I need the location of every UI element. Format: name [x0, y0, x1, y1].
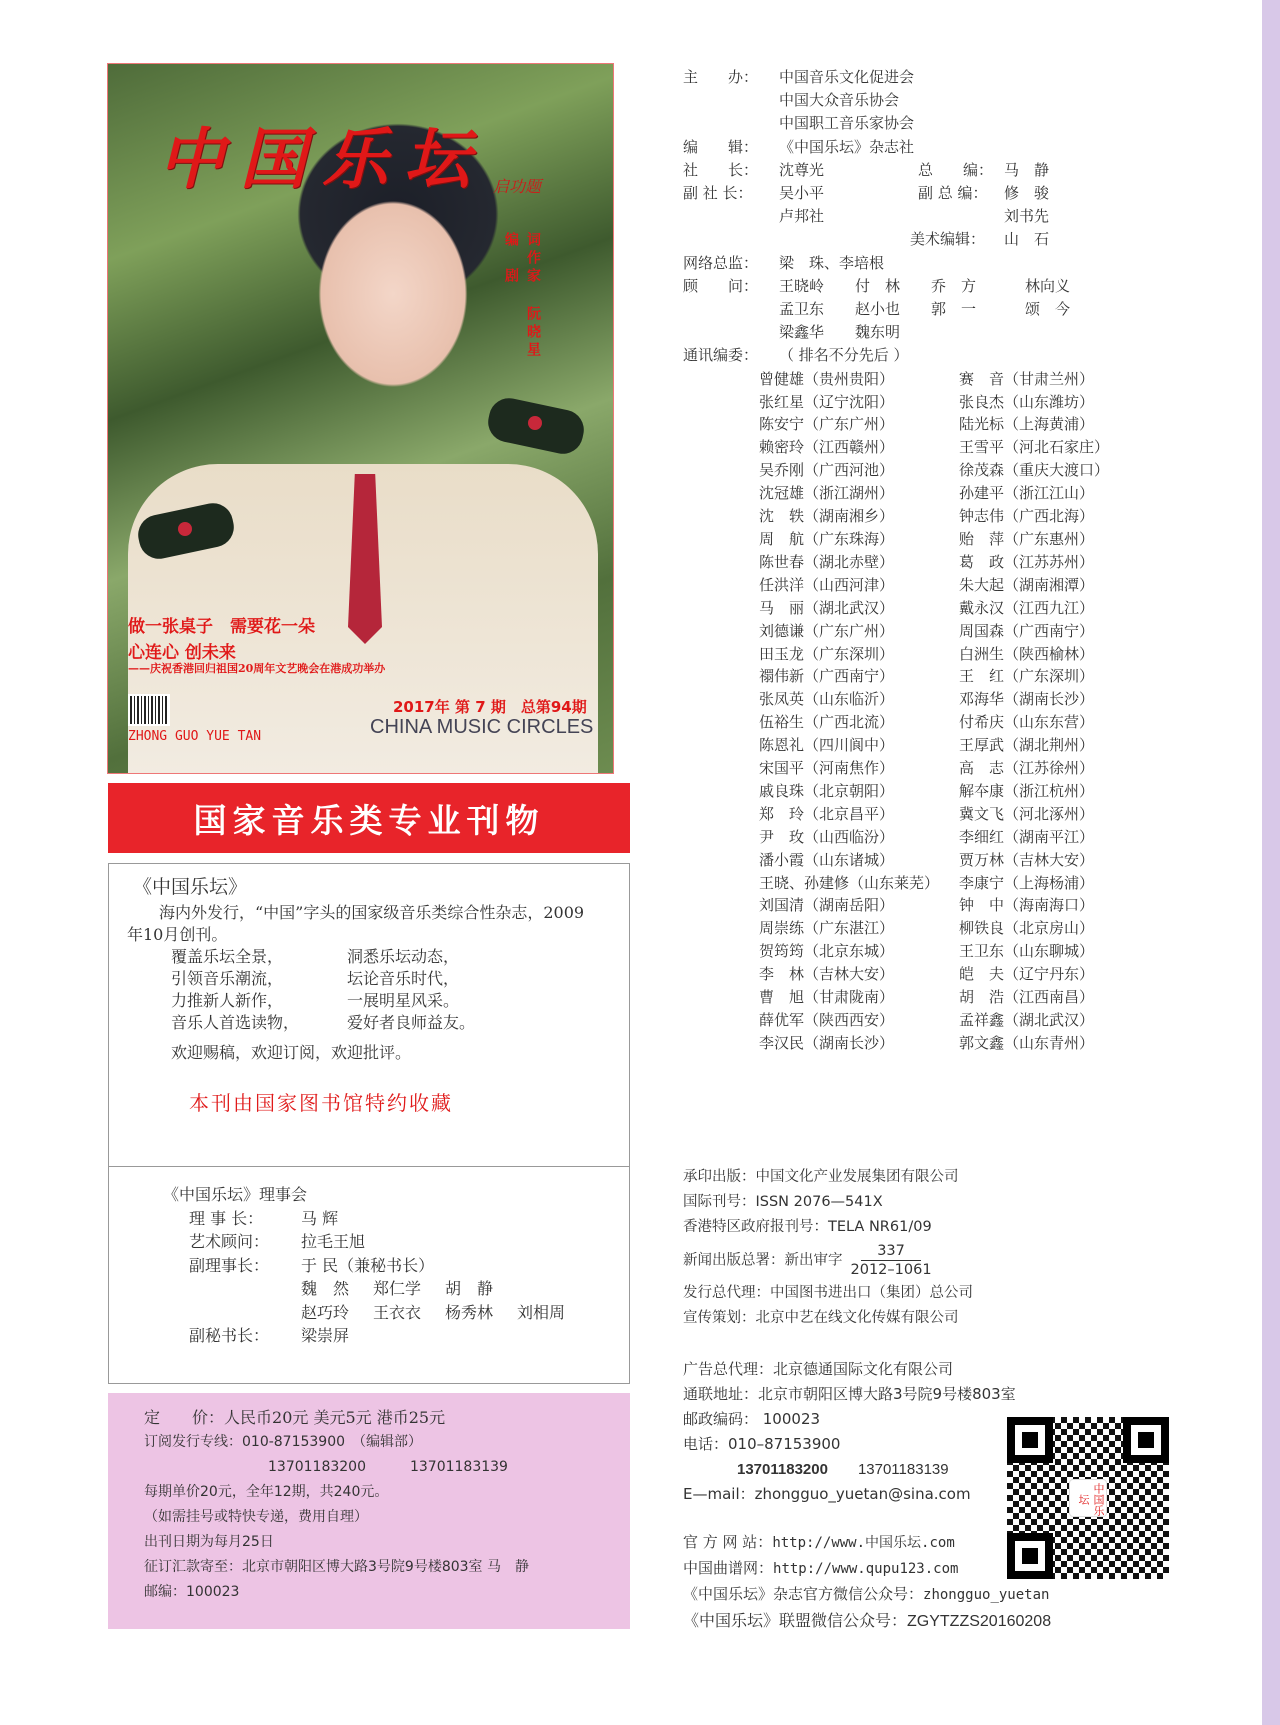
intro-couplets — [171, 946, 629, 1034]
masthead-label: 顾 问： — [683, 276, 759, 295]
address: 通联地址：北京市朝阳区博大路3号院9号楼803室 — [683, 1385, 1016, 1403]
magazine-cover — [107, 63, 614, 774]
correspondent-entry: 张红星（辽宁沈阳） — [759, 392, 895, 411]
cover-headline-1: 做一张桌子 需要花一朵 — [128, 617, 315, 637]
correspondents-list — [759, 368, 1109, 1055]
postcode: 邮政编码： 100023 — [683, 1410, 821, 1428]
alliance-account: ZGYTZZS20160208 — [907, 1613, 1052, 1630]
cover-vertical-text-1: 词作家 — [525, 232, 541, 286]
cover-vertical-text-2: 编剧 — [503, 232, 519, 304]
correspondents-note: （ 排名不分先后 ） — [779, 346, 909, 365]
correspondent-entry: 田玉龙（广东深圳） — [759, 644, 895, 663]
vice-president: 吴小平 — [779, 184, 825, 203]
cover-title-signature: 启功题 — [493, 177, 542, 196]
council-member: 郑仁学 — [373, 1279, 422, 1298]
qr-logo: 中国乐坛 — [1069, 1479, 1107, 1517]
correspondent-entry: 禤伟新（广西南宁） — [759, 667, 895, 686]
publish-date: 出刊日期为每月25日 — [144, 1534, 274, 1550]
correspondent-entry: 孙建平（浙江江山） — [959, 484, 1095, 503]
council-deputy-secretary: 梁崇屏 — [301, 1326, 350, 1345]
correspondent-entry: 贾万林（吉林大安） — [959, 850, 1095, 869]
masthead-label: 社 长： — [683, 160, 759, 179]
correspondent-entry: 周国森（广西南宁） — [959, 621, 1095, 640]
council-label: 副理事长： — [189, 1255, 270, 1275]
mobile-number: 13701183200 — [268, 1459, 366, 1475]
vice-president: 卢邦社 — [779, 207, 825, 226]
masthead-label: 美术编辑： — [910, 230, 986, 249]
masthead-label: 网络总监： — [683, 253, 759, 272]
advisor: 林向义 — [1025, 276, 1071, 295]
cover-pinyin-title: ZHONG GUO YUE TAN — [128, 729, 262, 744]
remit-postcode: 邮编：100023 — [144, 1584, 240, 1600]
council-member: 刘相周 — [517, 1302, 566, 1322]
correspondent-entry: 王厚武（湖北荆州） — [959, 736, 1095, 755]
correspondent-entry: 曾健雄（贵州贵阳） — [759, 369, 895, 388]
correspondent-row — [759, 986, 1109, 1009]
correspondent-entry: 李康宁（上海杨浦） — [959, 873, 1095, 892]
postage-note: （如需挂号或特快专递，费用自理） — [144, 1509, 368, 1525]
couplet-line: 一展明星风采。 — [347, 991, 460, 1010]
masthead-label: 副 总 编： — [918, 184, 988, 203]
masthead-label: 主 办： — [683, 68, 759, 86]
advisor: 付 林 — [855, 276, 901, 295]
correspondent-entry: 付希庆（山东东营） — [959, 713, 1095, 732]
correspondent-entry: 沈冠雄（浙江湖州） — [759, 484, 895, 503]
correspondent-row — [759, 803, 1109, 826]
correspondent-entry: 徐茂森（重庆大渡口） — [959, 461, 1110, 480]
council-chairman: 马 辉 — [301, 1208, 339, 1228]
advisor: 郭 一 — [931, 300, 977, 319]
correspondent-entry: 曹 旭（甘肃陇南） — [759, 988, 895, 1007]
advisor: 魏东明 — [855, 323, 901, 342]
president: 沈尊光 — [779, 160, 825, 179]
cover-issue-number: 2017年 第 7 期 总第94期 — [393, 698, 587, 716]
hk-registration: 香港特区政府报刊号：TELA NR61/09 — [683, 1219, 932, 1235]
correspondent-entry: 邓海华（湖南长沙） — [959, 690, 1095, 709]
correspondent-entry: 任洪洋（山西河津） — [759, 575, 895, 594]
correspondent-entry: 钟 中（海南海口） — [959, 896, 1095, 915]
chief-editor: 马 静 — [1004, 160, 1050, 179]
correspondent-entry: 周 航（广东珠海） — [759, 529, 895, 548]
cover-vertical-text-3: 阮晓星 — [525, 306, 541, 360]
couplet-line: 洞悉乐坛动态， — [347, 947, 460, 966]
advisor: 王晓岭 — [779, 276, 825, 295]
correspondent-row — [759, 368, 1109, 391]
page-edge-strip — [1262, 0, 1280, 1725]
correspondent-entry: 郭文鑫（山东青州） — [959, 1033, 1095, 1052]
advisor: 孟卫东 — [779, 300, 825, 319]
score-site-link[interactable]: http://www.qupu123.com — [773, 1561, 959, 1577]
advisor: 颂 今 — [1025, 300, 1071, 319]
cover-badge-right — [528, 416, 542, 430]
correspondent-entry: 张良杰（山东潍坊） — [959, 392, 1095, 411]
price-value: 人民币20元 美元5元 港币25元 — [224, 1408, 446, 1427]
cover-subheadline: ——庆祝香港回归祖国20周年文艺晚会在港成功举办 — [128, 662, 386, 675]
correspondent-row — [759, 665, 1109, 688]
correspondent-entry: 李细红（湖南平江） — [959, 827, 1095, 846]
library-collection-note: 本刊由国家图书馆特约收藏 — [189, 1091, 453, 1115]
phone: 电话：010–87153900 — [683, 1435, 841, 1453]
cover-english-title: CHINA MUSIC CIRCLES — [370, 716, 594, 738]
correspondent-row — [759, 620, 1109, 643]
correspondent-entry: 李汉民（湖南长沙） — [759, 1033, 895, 1052]
correspondent-entry: 周崇练（广东湛江） — [759, 919, 895, 938]
correspondent-entry: 王卫东（山东聊城） — [959, 942, 1095, 961]
issn: 国际刊号：ISSN 2076—541X — [683, 1194, 883, 1210]
couplet-line: 坛论音乐时代， — [347, 969, 460, 988]
hotline-label: 订阅发行专线： — [144, 1434, 242, 1450]
correspondent-entry: 王 红（广东深圳） — [959, 667, 1095, 686]
site-label: 官 方 网 站： — [683, 1533, 773, 1551]
couplet-line: 音乐人首选读物， — [171, 1013, 300, 1032]
correspondent-row — [759, 574, 1109, 597]
correspondent-entry: 陈安宁（广东广州） — [759, 415, 895, 434]
deputy-chief-editor: 刘书先 — [1004, 207, 1050, 226]
art-editor: 山 石 — [1004, 230, 1050, 249]
couplet-line: 引领音乐潮流， — [171, 969, 284, 988]
gapp-denominator: 2012–1061 — [850, 1262, 932, 1278]
remit-address: 征订汇款寄至：北京市朝阳区博大路3号院9号楼803室 马 静 — [144, 1559, 529, 1575]
correspondent-entry: 沈 轶（湖南湘乡） — [759, 507, 895, 526]
council-member: 魏 然 — [301, 1279, 350, 1298]
council-member: 杨秀林 — [445, 1302, 494, 1322]
deputy-chief-editor: 修 骏 — [1004, 184, 1050, 203]
cover-headline-2: 心连心 创未来 — [128, 643, 236, 663]
intro-welcome: 欢迎赐稿，欢迎订阅，欢迎批评。 — [171, 1043, 412, 1062]
council-label: 理 事 长： — [189, 1208, 264, 1228]
correspondent-row — [759, 1009, 1109, 1032]
correspondent-entry: 孟祥鑫（湖北武汉） — [959, 1011, 1095, 1030]
council-member: 赵巧玲 — [301, 1302, 350, 1322]
correspondent-entry: 贻 萍（广东惠州） — [959, 529, 1095, 548]
correspondent-row — [759, 436, 1109, 459]
correspondent-row — [759, 894, 1109, 917]
correspondent-row — [759, 826, 1109, 849]
correspondent-entry: 王晓、孙建修（山东莱芜） — [759, 873, 940, 892]
correspondent-row — [759, 780, 1109, 803]
masthead — [683, 66, 1109, 1055]
qr-finder-center — [1138, 1432, 1154, 1448]
correspondent-row — [759, 917, 1109, 940]
correspondent-row — [759, 757, 1109, 780]
promotion: 宣传策划：北京中艺在线文化传媒有限公司 — [683, 1310, 959, 1326]
correspondent-entry: 白洲生（陕西榆林） — [959, 644, 1095, 663]
council-title: 《中国乐坛》理事会 — [163, 1185, 308, 1204]
correspondent-row — [759, 597, 1109, 620]
qr-finder-center — [1022, 1548, 1038, 1564]
wechat-account: zhongguo_yuetan — [923, 1587, 1050, 1603]
couplet-line: 爱好者良师益友。 — [347, 1013, 476, 1032]
sponsor: 中国职工音乐家协会 — [779, 114, 915, 133]
qr-finder-center — [1022, 1432, 1038, 1448]
advisor: 乔 方 — [931, 276, 977, 295]
correspondent-row — [759, 391, 1109, 414]
subscription-box — [108, 1393, 630, 1629]
national-journal-banner: 国家音乐类专业刊物 — [108, 783, 630, 853]
advisor: 梁鑫华 — [779, 323, 825, 342]
gapp-label: 新闻出版总署：新出审字 — [683, 1252, 843, 1269]
council-label: 副秘书长： — [189, 1326, 270, 1345]
correspondent-entry: 冀文飞（河北涿州） — [959, 804, 1095, 823]
correspondent-entry: 陈世春（湖北赤壁） — [759, 552, 895, 571]
correspondent-row — [759, 1032, 1109, 1055]
email[interactable]: E—mail：zhongguo_yuetan@sina.com — [683, 1485, 971, 1503]
web-director: 梁 珠、李培根 — [779, 253, 885, 272]
correspondent-row — [759, 940, 1109, 963]
correspondent-row — [759, 643, 1109, 666]
correspondent-entry: 胡 浩（江西南昌） — [959, 988, 1095, 1007]
correspondent-entry: 解夲康（浙江杭州） — [959, 781, 1095, 800]
correspondent-row — [759, 711, 1109, 734]
correspondent-entry: 戴永汉（江西九江） — [959, 598, 1095, 617]
correspondent-entry: 朱大起（湖南湘潭） — [959, 575, 1095, 594]
council-label: 艺术顾问： — [189, 1232, 270, 1251]
annual-price: 每期单价20元，全年12期，共240元。 — [144, 1484, 389, 1500]
correspondent-entry: 李 林（吉林大安） — [759, 965, 895, 984]
gapp-numerator: 337 — [861, 1242, 921, 1261]
council-vice-chair: 于 民（兼秘书长） — [301, 1255, 435, 1275]
correspondent-entry: 伍裕生（广西北流） — [759, 713, 895, 732]
wechat-label: 《中国乐坛》杂志官方微信公众号： — [683, 1585, 924, 1603]
correspondent-entry: 王雪平（河北石家庄） — [959, 438, 1110, 457]
correspondent-entry: 吴乔刚（广西河池） — [759, 461, 895, 480]
correspondent-entry: 张凤英（山东临沂） — [759, 690, 895, 709]
masthead-label: 总 编： — [918, 160, 994, 179]
cover-title: 中国乐坛 — [158, 120, 486, 198]
council-member: 王衣衣 — [373, 1302, 422, 1322]
correspondent-entry: 薛优军（陕西西安） — [759, 1011, 895, 1030]
correspondent-entry: 刘国清（湖南岳阳） — [759, 896, 895, 915]
price-label: 定 价： — [144, 1408, 225, 1427]
barcode-icon — [128, 694, 170, 726]
alliance-label: 《中国乐坛》联盟微信公众号： — [683, 1611, 908, 1630]
official-site-link[interactable]: http://www.中国乐坛.com — [772, 1535, 955, 1551]
council-art-advisor: 拉毛王旭 — [301, 1232, 366, 1251]
correspondent-row — [759, 849, 1109, 872]
mobile-number: 13701183200 — [737, 1461, 828, 1478]
correspondent-entry: 柳铁良（北京房山） — [959, 919, 1095, 938]
editor: 《中国乐坛》杂志社 — [779, 137, 915, 156]
correspondent-entry: 陈恩礼（四川阆中） — [759, 736, 895, 755]
score-site-label: 中国曲谱网： — [683, 1559, 774, 1577]
correspondent-row — [759, 482, 1109, 505]
intro-box — [108, 863, 630, 1166]
correspondent-row — [759, 872, 1109, 895]
correspondent-row — [759, 528, 1109, 551]
correspondent-entry: 马 丽（湖北武汉） — [759, 598, 895, 617]
correspondent-entry: 钟志伟（广西北海） — [959, 507, 1095, 526]
correspondent-row — [759, 688, 1109, 711]
masthead-label: 副 社 长： — [683, 184, 753, 203]
mobile-number: 13701183139 — [857, 1461, 949, 1478]
intro-title: 《中国乐坛》 — [133, 876, 248, 898]
contact-info — [683, 1357, 1016, 1507]
correspondent-entry: 宋国平（河南焦作） — [759, 759, 895, 778]
correspondent-row — [759, 459, 1109, 482]
web-info — [683, 1530, 1051, 1634]
masthead-label: 编 辑： — [683, 137, 759, 156]
correspondent-entry: 葛 政（江苏苏州） — [959, 552, 1095, 571]
correspondent-entry: 郑 玲（北京昌平） — [759, 804, 895, 823]
correspondent-row — [759, 413, 1109, 436]
publisher: 承印出版：中国文化产业发展集团有限公司 — [683, 1169, 959, 1185]
couplet-line: 力推新人新作， — [171, 991, 284, 1010]
correspondent-entry: 赖密玲（江西赣州） — [759, 438, 895, 457]
correspondent-entry: 刘德谦（广东广州） — [759, 621, 895, 640]
correspondent-row — [759, 963, 1109, 986]
qr-code-icon[interactable] — [1007, 1417, 1169, 1579]
correspondent-entry: 高 志（江苏徐州） — [959, 759, 1095, 778]
sponsor: 中国大众音乐协会 — [779, 91, 900, 110]
couplet-line: 覆盖乐坛全景， — [171, 947, 284, 966]
advisor: 赵小也 — [855, 300, 901, 319]
sponsor: 中国音乐文化促进会 — [779, 68, 915, 86]
correspondent-entry: 赛 音（甘肃兰州） — [959, 369, 1095, 388]
council-box — [108, 1166, 630, 1384]
ad-agent: 广告总代理：北京德通国际文化有限公司 — [683, 1360, 954, 1378]
correspondent-entry: 陆光标（上海黄浦） — [959, 415, 1095, 434]
hotline-value: 010-87153900 （编辑部） — [242, 1434, 423, 1450]
correspondent-row — [759, 551, 1109, 574]
correspondent-entry: 戚良珠（北京朝阳） — [759, 781, 895, 800]
distributor: 发行总代理：中国图书进出口（集团）总公司 — [683, 1285, 973, 1301]
intro-paragraph: 海内外发行，“中国”字头的国家级音乐类综合性杂志，2009年10月创刊。 — [127, 903, 585, 944]
mobile-number: 13701183139 — [409, 1459, 508, 1475]
publishing-info — [683, 1165, 973, 1331]
correspondent-entry: 贺筠筠（北京东城） — [759, 942, 895, 961]
correspondent-entry: 潘小霞（山东诸城） — [759, 850, 895, 869]
correspondent-entry: 皑 夫（辽宁丹东） — [959, 965, 1095, 984]
council-member: 胡 静 — [445, 1279, 494, 1298]
correspondent-row — [759, 734, 1109, 757]
correspondent-entry: 尹 玫（山西临汾） — [759, 827, 895, 846]
masthead-label: 通讯编委： — [683, 346, 759, 365]
cover-badge-left — [178, 522, 192, 536]
correspondent-row — [759, 505, 1109, 528]
